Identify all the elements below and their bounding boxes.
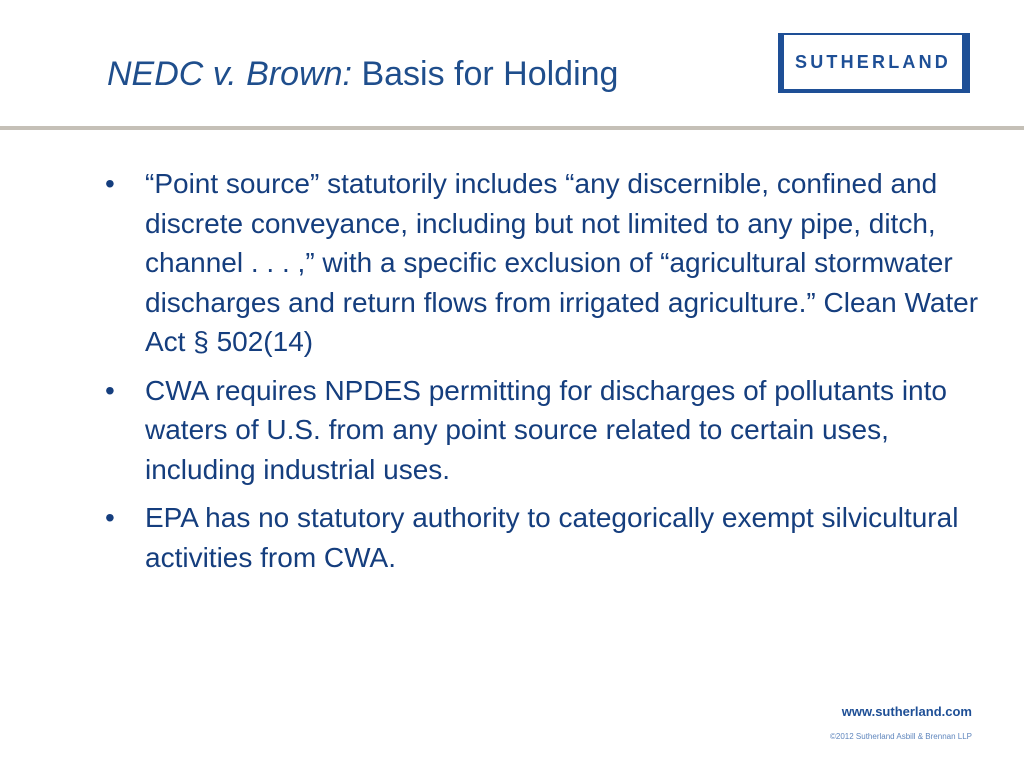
footer-url: www.sutherland.com	[841, 704, 972, 719]
slide-title	[107, 52, 618, 96]
bullet-text: EPA has no statutory authority to categorically exempt silvicultural activities from CWA.	[145, 502, 959, 573]
bullet-text: “Point source” statutorily includes “any discernible, confined and discrete conveyance, including but not limited to any pipe, ditch, channel . . . ,” with a specific exclusion of “agricultural stormwater discharges and return flows from irrigated agriculture.” Clean Water Act § 502(14)	[145, 168, 979, 357]
bullet-marker: •	[105, 502, 115, 533]
bullet-marker: •	[105, 168, 115, 199]
bullet-list	[105, 164, 985, 586]
sutherland-logo-text: SUTHERLAND	[784, 35, 962, 89]
bullet-item-epa	[105, 498, 985, 577]
bullet-marker: •	[105, 374, 115, 406]
bullet-text: CWA requires NPDES permitting for discharges of pollutants into waters of U.S. from any point source related to certain uses, including industrial uses.	[145, 374, 947, 485]
slide-title-regular: Basis for Holding	[361, 55, 619, 93]
bullet-item-point-source	[105, 164, 985, 362]
slide-title-italic: NEDC v. Brown:	[107, 55, 352, 93]
footer-copyright: ©2012 Sutherland Asbill & Brennan LLP	[830, 732, 972, 741]
bullet-item-npdes	[105, 371, 985, 490]
title-divider	[0, 126, 1024, 130]
